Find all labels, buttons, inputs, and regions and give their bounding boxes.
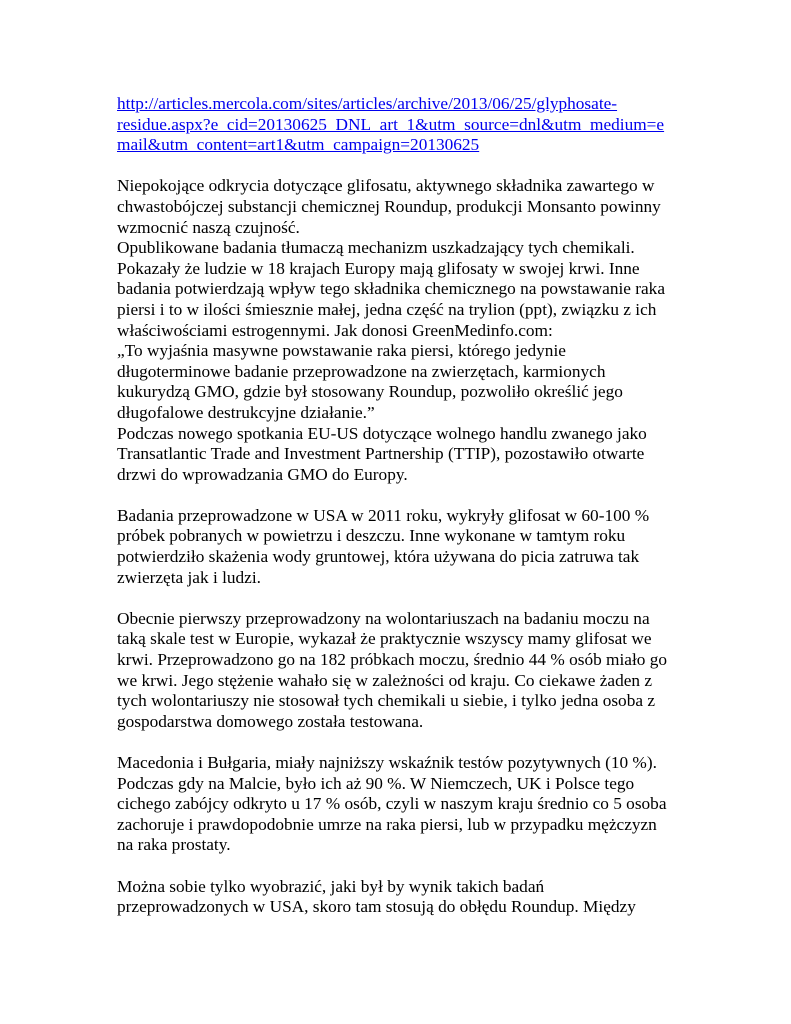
text-line: chwastobójczej substancji chemicznej Roundup, produkcji Monsanto powinny: [117, 196, 661, 216]
text-line: zachoruje i prawdopodobnie umrze na raka piersi, lub w przypadku mężczyzn: [117, 814, 657, 834]
quote-line: kukurydzą GMO, gdzie był stosowany Roundup, pozwoliło określić jego: [117, 382, 623, 402]
paragraph-gap: [117, 485, 717, 506]
text-line: badania potwierdzają wpływ tego składnika chemicznego na powstawanie raka: [117, 279, 665, 299]
text-line: tych wolontariuszy nie stosował tych chemikali u siebie, i tylko jedna osoba z: [117, 691, 655, 711]
text-line: Podczas nowego spotkania EU-US dotyczące wolnego handlu zwanego jako: [117, 423, 647, 443]
text-line: Badania przeprowadzone w USA w 2011 roku, wykryły glifosat w 60-100 %: [117, 505, 650, 525]
paragraph-3: [117, 609, 717, 733]
article-url-line-3: mail&utm_content=art1&utm_campaign=20130625: [117, 135, 480, 155]
paragraph-2: [117, 506, 717, 588]
quote-line: długofalowe destrukcyjne działanie.”: [117, 402, 375, 422]
text-line: Opublikowane badania tłumaczą mechanizm uszkadzający tych chemikali.: [117, 238, 635, 258]
text-line: krwi. Przeprowadzono go na 182 próbkach moczu, średnio 44 % osób miało go: [117, 650, 667, 670]
text-line: właściwościami estrogennymi. Jak donosi GreenMedinfo.com:: [117, 320, 553, 340]
text-line: taką skale test w Europie, wykazał że praktycznie wszyscy mamy glifosat we: [117, 629, 652, 649]
text-line: wzmocnić naszą czujność.: [117, 217, 300, 237]
text-line: we krwi. Jego stężenie wahało się w zależności od kraju. Co ciekawe żaden z: [117, 670, 653, 690]
quote-line: długoterminowe badanie przeprowadzone na zwierzętach, karmionych: [117, 361, 606, 381]
text-line: cichego zabójcy odkryto u 17 % osób, czyli w naszym kraju średnio co 5 osoba: [117, 794, 667, 814]
paragraph-4: [117, 753, 717, 856]
text-line: Macedonia i Bułgaria, miały najniższy wskaźnik testów pozytywnych (10 %).: [117, 753, 657, 772]
paragraph-gap: [117, 732, 717, 753]
text-line: na raka prostaty.: [117, 835, 231, 855]
text-line: Obecnie pierwszy przeprowadzony na wolontariuszach na badaniu moczu na: [117, 608, 650, 628]
paragraph-gap: [117, 856, 717, 877]
paragraph-gap: [117, 156, 717, 177]
text-line: potwierdziło skażenia wody gruntowej, która używana do picia zatruwa tak: [117, 547, 640, 567]
paragraph-1: [117, 176, 717, 485]
article-url-line-1: http://articles.mercola.com/sites/articles/archive/2013/06/25/glyphosate-: [117, 94, 618, 113]
text-line: drzwi do wprowadzania GMO do Europy.: [117, 464, 408, 484]
text-line: próbek pobranych w powietrzu i deszczu. Inne wykonane w tamtym roku: [117, 526, 626, 546]
text-line: Pokazały że ludzie w 18 krajach Europy mają glifosaty w swojej krwi. Inne: [117, 258, 640, 278]
article-url-line-2: residue.aspx?e_cid=20130625_DNL_art_1&utm_source=dnl&utm_medium=e: [117, 114, 665, 134]
text-line: Transatlantic Trade and Investment Partnership (TTIP), pozostawiło otwarte: [117, 444, 645, 464]
paragraph-gap: [117, 588, 717, 609]
document-page: [117, 94, 717, 918]
text-line: przeprowadzonych w USA, skoro tam stosują do obłędu Roundup. Między: [117, 897, 636, 917]
article-url-link[interactable]: [117, 94, 717, 156]
text-line: piersi i to w ilości śmiesznie małej, jedna część na trylion (ppt), związku z ich: [117, 299, 657, 319]
text-line: zwierzęta jak i ludzi.: [117, 567, 261, 587]
paragraph-5: [117, 877, 717, 918]
text-line: Niepokojące odkrycia dotyczące glifosatu, aktywnego składnika zawartego w: [117, 176, 655, 196]
text-line: Można sobie tylko wyobrazić, jaki był by wynik takich badań: [117, 876, 545, 896]
text-line: gospodarstwa domowego została testowana.: [117, 711, 424, 731]
quote-line: „To wyjaśnia masywne powstawanie raka piersi, którego jedynie: [117, 341, 566, 361]
text-line: Podczas gdy na Malcie, było ich aż 90 %. W Niemczech, UK i Polsce tego: [117, 773, 635, 793]
